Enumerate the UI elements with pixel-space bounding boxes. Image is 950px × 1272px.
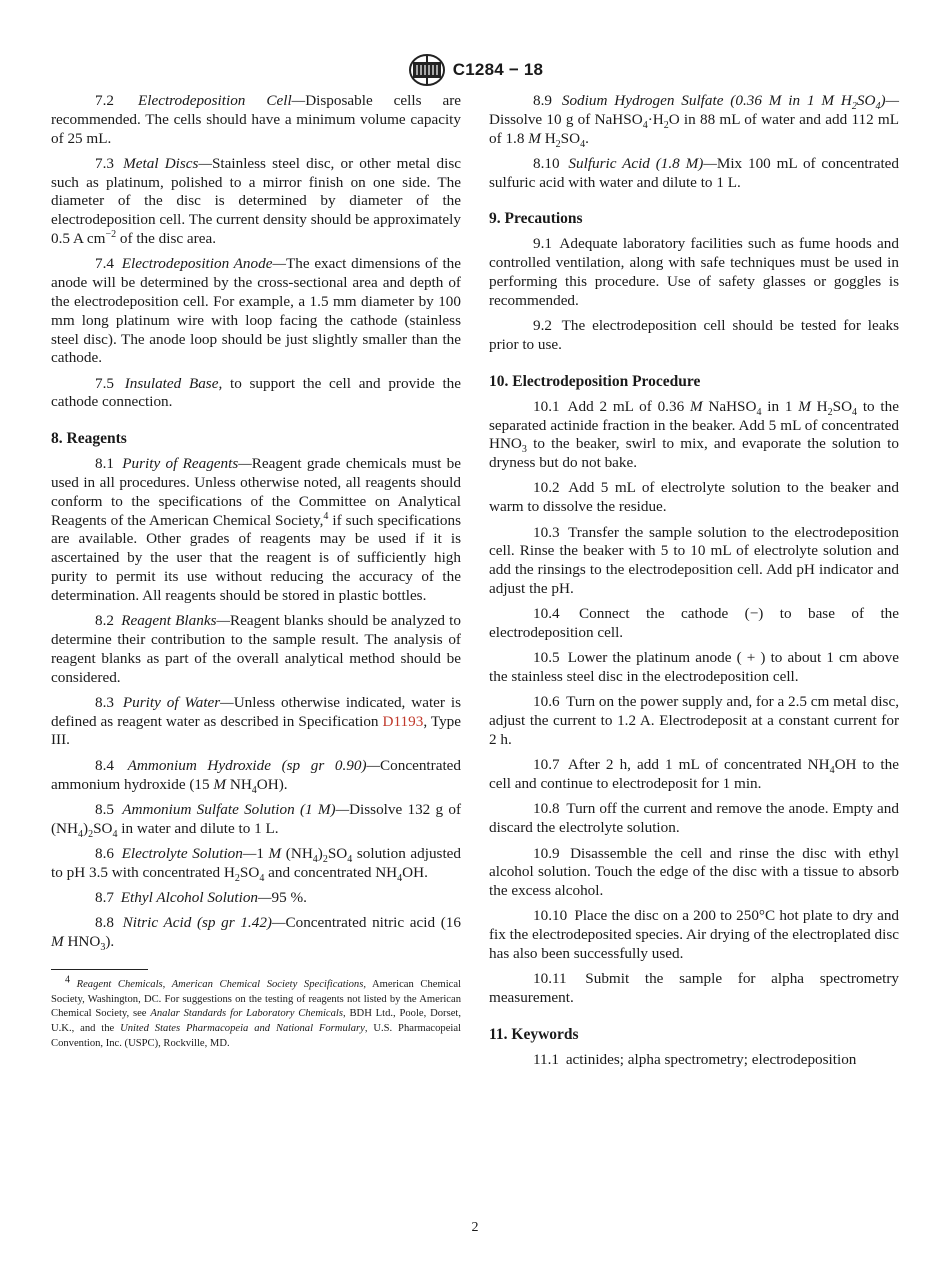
paragraph-10-2: 10.2 Add 5 mL of electrolyte solution to the beaker and warm to dissolve the residue. (489, 479, 899, 516)
section-heading-reagents: 8. Reagents (51, 430, 127, 448)
paragraph-8-8: 8.8 Nitric Acid (sp gr 1.42)—Concentrated nitric acid (16 M $HNO_3$). (51, 914, 461, 954)
paragraph-7-3: 7.3 Metal Discs—Stainless steel disc, or other metal disc such as platinum, polished to a mirror finish on one side. The diameter of the disc is determined by diameter of the electrodeposition cell. The current density should be approximately 0.5 A $cm^{-2}$ of the disc area. (51, 154, 461, 248)
paragraph-10-8: 10.8 Turn off the current and remove the anode. Empty and discard the electrolyte solution. (489, 800, 899, 837)
footnote-divider (51, 969, 148, 970)
paragraph-8-9: 8.9 Sodium Hydrogen Sulfate (0.36 M in 1 M $H_2SO_4)—Dissolve$ 10 g of $NaHSO_4\cdot H_2O$ in 88 mL of water and add 112 mL of 1.8 M $H_2SO_4$. (489, 92, 900, 150)
paragraph-8-6: 8.6 Electrolyte Solution—1 M $(NH_4)_2SO_4$ solution adjusted to pH 3.5 with concentrated $H_2SO_4$ and concentrated $NH_4OH$. (51, 844, 462, 884)
standard-designation: C1284 − 18 (452, 60, 544, 79)
paragraph-10-5: 10.5 Lower the platinum anode ( + ) to about 1 cm above the stainless steel disc in the electrodeposition cell. (489, 649, 899, 686)
left-column (51, 92, 461, 1051)
paragraph-8-3: 8.3 Purity of Water—Unless otherwise indicated, water is defined as reagent water as described in Specification D1193, Type III. (51, 693, 462, 749)
paragraph-10-3: 10.3 Transfer the sample solution to the electrodeposition cell. Rinse the beaker with 5 to 10 mL of electrolyte solution and add the rinsings to the electrodeposition cell. Add pH indicator and adjust the pH. (489, 523, 899, 597)
paragraph-7-5: 7.5 Insulated Base, to support the cell and provide the cathode connection. (51, 374, 461, 411)
paragraph-7-2: 7.2 Electrodeposition Cell—Disposable cells are recommended. The cells should have a minimum volume capacity of 25 mL. (51, 92, 462, 147)
paragraph-8-7: 8.7 Ethyl Alcohol Solution—95 %. (95, 888, 307, 906)
paragraph-8-2: 8.2 Reagent Blanks—Reagent blanks should be analyzed to determine their contribution to the sample result. The analysis of reagent blanks as part of the overall analytical method should be considered. (51, 612, 461, 686)
page-number: 2 (471, 1220, 479, 1235)
paragraph-11-1: 11.1 actinides; alpha spectrometry; electrodeposition (533, 1050, 857, 1068)
paragraph-8-4: 8.4 Ammonium Hydroxide (sp gr 0.90)—Concentrated ammonium hydroxide (15 M $NH_4OH$). (51, 756, 461, 796)
footnote-ref: 4 (323, 510, 329, 522)
paragraph-7-4: 7.4 Electrodeposition Anode—The exact dimensions of the anode will be determined by the cross-sectional area and depth of the electrodeposition cell. For example, a 1.5 mm diameter by 100 mm long platinum wire with loop facing the cathode (stainless steel disc). The anode loop should be just slightly smaller than the cathode. (51, 255, 462, 367)
paragraph-10-10: 10.10 Place the disc on a 200 to 250°C hot plate to dry and fix the electrodeposited species. Air drying of the electroplated disc has also been successfully used. (489, 907, 900, 962)
paragraph-10-4: 10.4 Connect the cathode (−) to base of the electrodeposition cell. (489, 605, 900, 642)
page-header (0, 52, 950, 88)
paragraph-10-9: 10.9 Disassemble the cell and rinse the disc with ethyl alcohol solution. Touch the edge of the disc with a tissue to absorb the excess alcohol. (489, 844, 899, 900)
paragraph-8-1: 8.1 Purity of Reagents—Reagent grade chemicals must be used in all procedures. Unless otherwise noted, all reagents should conform to the specifications of the Committee on Analytical Reagents of the American Chemical Society,$^4$ if such specifications are available. Other grades of reagents may be used if it is ascertained by the user that the reagent is of sufficiently high purity to permit its use without reducing the accuracy of the determination. All reagents should be stored in plastic bottles. (51, 455, 461, 604)
paragraph-10-6: 10.6 Turn on the power supply and, for a 2.5 cm metal disc, adjust the current to 1.2 A. Electrodeposit at a constant current for 2 h. (489, 693, 899, 749)
section-heading-electrodeposition-procedure: 10. Electrodeposition Procedure (489, 372, 701, 390)
paragraph-10-1: 10.1 Add 2 mL of 0.36 M NaHSO$_4$ in 1 M $H_2SO_4$ to the separated actinide fraction in the beaker. Add 5 mL of concentrated $HNO_3$ to the beaker, swirl to mix, and evaporate the solution to dryness but do not bake. (489, 397, 899, 472)
footnote-4: $^4$ Reagent Chemicals, American Chemical Society Specifications, American Chemical Society, Washington, DC. For suggestions on the testing of reagents not listed by the American Chemical Society, see Analar Standards for Laboratory Chemicals, BDH Ltd., Poole, Dorset, U.K., and the United States Pharmacopeia and National Formulary, U.S. Pharmacopeial Convention, Inc. (USPC), Rockville, MD. (51, 974, 461, 1049)
paragraph-8-5: 8.5 Ammonium Sulfate Solution (1 M)—Dissolve 132 g of $(NH_4)_2SO_4$ in water and dilute to 1 L. (51, 800, 461, 840)
paragraph-10-7: 10.7 After 2 h, add 1 mL of concentrated $NH_4OH$ to the cell and continue to electrodeposit for 1 min. (489, 756, 899, 793)
paragraph-10-11: 10.11 Submit the sample for alpha spectrometry measurement. (489, 970, 900, 1007)
astm-logo-icon (407, 52, 447, 88)
right-column (489, 92, 899, 1076)
section-heading-precautions: 9. Precautions (489, 210, 583, 228)
paragraph-9-1: 9.1 Adequate laboratory facilities such as fume hoods and controlled ventilation, along with safe techniques must be used in performing this procedure. Use of safety glasses or goggles is recommended. (489, 235, 899, 309)
specification-link-d1193[interactable]: D1193 (382, 712, 424, 730)
paragraph-8-10: 8.10 Sulfuric Acid (1.8 M)—Mix 100 mL of concentrated sulfuric acid with water and dilute to 1 L. (489, 154, 900, 191)
section-heading-keywords: 11. Keywords (489, 1025, 579, 1043)
paragraph-9-2: 9.2 The electrodeposition cell should be tested for leaks prior to use. (489, 317, 899, 353)
